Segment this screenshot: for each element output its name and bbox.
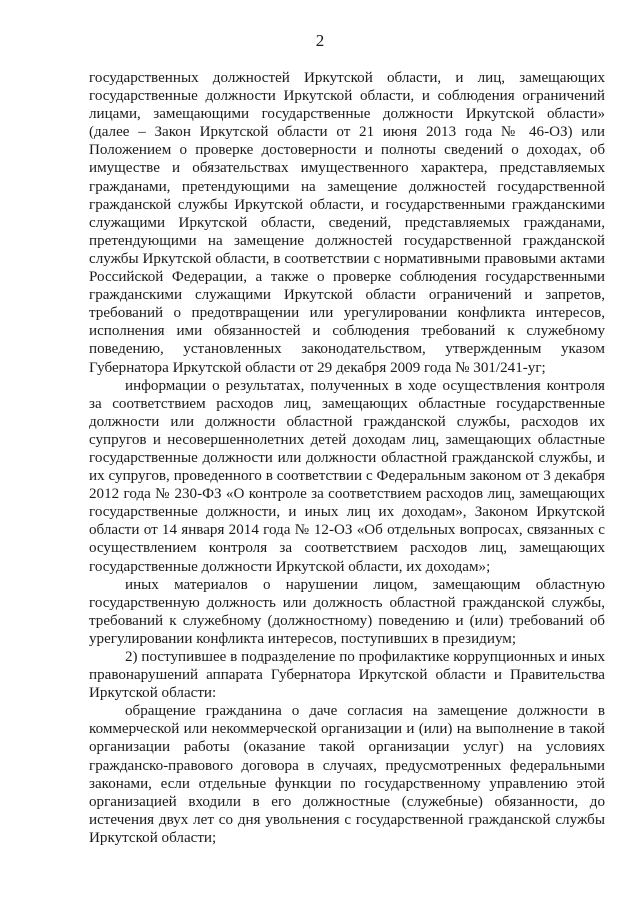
paragraph-control-results: информации о результатах, полученных в ходе осуществления контроля за соответствием расходов лиц, замещающих областные государственные должности или должности областной гражданской службы, расходов их супругов и несовершеннолетних детей доходам лиц, замещающих областные государственные должности или должности областной гражданской службы, и их супругов, проведенного в соответствии с Федеральным законом от 3 декабря 2012 года № 230-ФЗ «О контроле за соответствием расходов лиц, замещающих государственные должности, и иных лиц их доходам», Законом Иркутской области от 14 января 2014 года № 12-ОЗ «Об отдельных вопросах, связанных с осуществлением контроля за соответствием расходов лиц, замещающих государственные должности Иркутской области, их доходам»; [89, 377, 605, 575]
paragraph-other-materials: иных материалов о нарушении лицом, замещающим областную государственную должность или должность областной гражданской службы, требований к служебному (должностному) поведению и (или) требований об урегулировании конфликта интересов, поступивших в президиум; [89, 576, 605, 647]
body-text [89, 69, 605, 847]
paragraph-item-2: 2) поступившее в подразделение по профилактике коррупционных и иных правонарушений аппарата Губернатора Иркутской области и Правительства Иркутской области: [89, 649, 605, 702]
paragraph-continuation: государственных должностей Иркутской области, и лиц, замещающих государственные должности Иркутской области, и соблюдения ограничений лицами, замещающими государственные должности Иркутской области» (далее – Закон Иркутской области от 21 июня 2013 года № 46-ОЗ) или Положением о проверке достоверности и полноты сведений о доходах, об имуществе и обязательствах имущественного характера, представляемых гражданами, претендующими на замещение должностей государственной гражданской службы Иркутской области, и государственными гражданскими служащими Иркутской области, сведений, представляемых гражданами, претендующими на замещение должностей государственной гражданской службы Иркутской области, в соответствии с нормативными правовыми актами Российской Федерации, а также о проверке соблюдения государственными гражданскими служащими Иркутской области ограничений и запретов, требований о предотвращении или урегулировании конфликта интересов, исполнения ими обязанностей и соблюдения требований к служебному поведению, установленных законодательством, утвержденным указом Губернатора Иркутской области от 29 декабря 2009 года № 301/241-уг; [89, 70, 605, 376]
paragraph-citizen-appeal: обращение гражданина о даче согласия на замещение должности в коммерческой или некоммерческой организации и (или) на выполнение в такой организации работы (оказание такой организации услуг) на условиях гражданско-правового договора в случаях, предусмотренных федеральными законами, если отдельные функции по государственному управлению этой организацией входили в его должностные (служебные) обязанности, до истечения двух лет со дня увольнения с государственной гражданской службы Иркутской области; [89, 703, 605, 846]
page-number: 2 [315, 31, 325, 50]
